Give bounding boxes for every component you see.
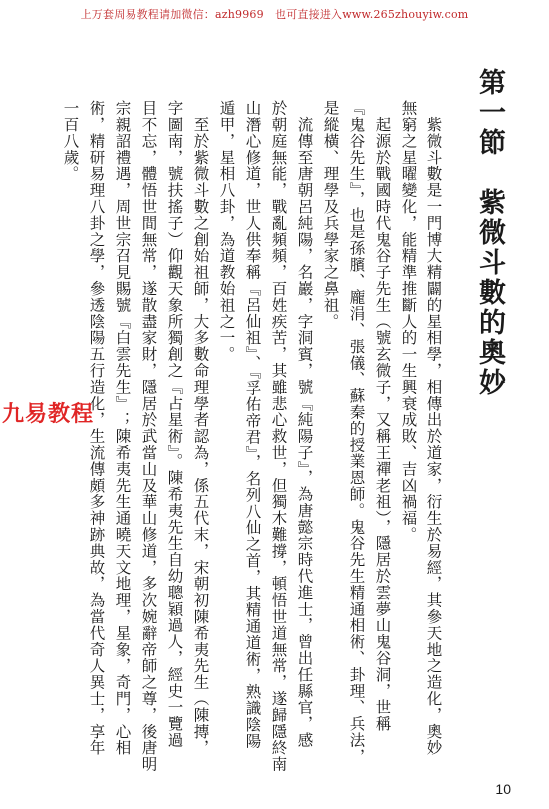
text-column: 於朝庭無能，戰亂頻頻，百姓疾苦，其雖悲心救世，但獨木難撐，頓悟世道無常，遂歸隱終南 <box>269 100 288 773</box>
text-column: 至於紫微斗數之創始祖師，大多數命理學者認為，係五代末，宋朝初陳希夷先生（陳摶， <box>191 100 210 756</box>
text-column: 無窮之星曜變化，能精準推斷人的一生興衰成敗、吉凶禍福。 <box>399 100 418 543</box>
text-column: 目不忘，體悟世間無常，遂散盡家財，隱居於武當山及華山修道，多次婉辭帝師之尊，後唐明 <box>139 100 158 773</box>
header-banner: 上万套周易教程请加微信：azh9969 也可直接进入www.265zhouyiw.com <box>80 8 469 21</box>
text-column: 一百八歲。 <box>61 100 80 182</box>
watermark-logo: 九易教程 <box>2 402 95 427</box>
page-number: 10 <box>495 781 511 797</box>
text-column: 起源於戰國時代鬼谷子先生（號玄微子，又稱王禪老祖），隱居於雲夢山鬼谷洞，世稱 <box>373 100 392 732</box>
text-column: 紫微斗數是一門博大精闢的星相學，相傳出於道家，衍生於易經，其參天地之造化，奧妙 <box>424 100 443 756</box>
section-heading: 第一節 紫微斗數的奧妙 <box>474 68 505 398</box>
text-column: 宗親詔禮遇，周世宗召見賜號『白雲先生』；陳希夷先生通曉天文地理，星象，奇門，心相 <box>113 100 132 756</box>
text-column: 『鬼谷先生』，也是孫臏、龐涓、張儀、蘇秦的授業恩師。鬼谷先生精通相術、卦理、兵法， <box>347 100 366 765</box>
text-column: 是縱橫、理學及兵學家之鼻祖。 <box>321 100 340 330</box>
text-column: 山潛心修道，世人供奉稱『呂仙祖』、『孚佑帝君』，名列八仙之首，其精通道術，熟識陰陽 <box>243 100 262 750</box>
text-column: 流傳至唐朝呂純陽，名巖，字洞賓，號『純陽子』，為唐懿宗時代進士，曾出任縣官，感 <box>295 100 314 749</box>
text-column: 字圖南，號扶搖子）仰觀天象所獨創之『占星術』。陳希夷先生自幼聰穎過人，經史一覽過 <box>165 100 184 749</box>
text-column: 遁甲，星相八卦，為道教始祖之一。 <box>217 100 236 363</box>
text-column: 術，精研易理八卦之學，參透陰陽五行造化，生流傳頗多神跡典故，為當代奇人異士，享年 <box>87 100 106 756</box>
